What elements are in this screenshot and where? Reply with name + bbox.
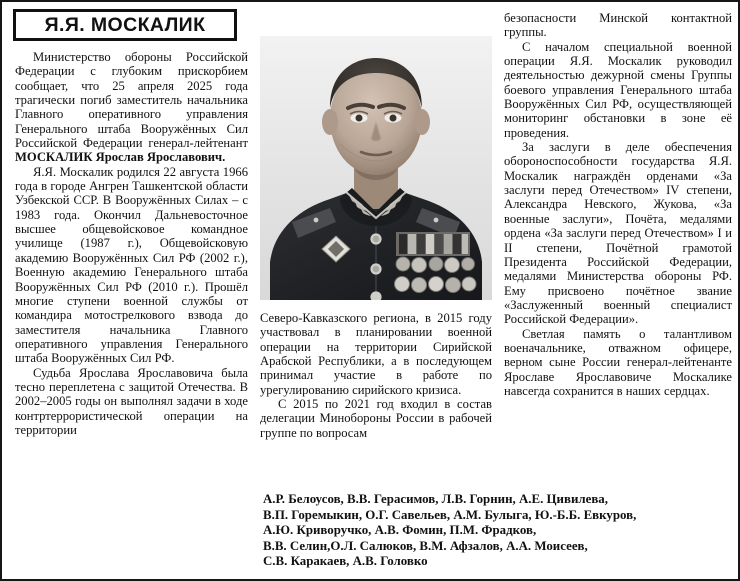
column-right: [504, 11, 732, 398]
paragraph: [504, 40, 732, 140]
signatory-line: А.Ю. Криворучко, А.В. Фомин, П.М. Фрадков,: [263, 523, 537, 538]
portrait-image: [260, 36, 492, 300]
paragraph-text: За заслуги в деле обеспечения обороноспособности государства Я.Я. Москалик награждён орденами «За заслуги перед Отечеством» IV степени, Александра Невского, Жукова, «За военные заслуги», Почёта, медалями ордена «За заслуги перед Отечеством» I и II степени, Почётной грамотой Президента Российской Федерации, медалями Министерства обороны РФ. Ему присвоено почётное звание «Заслуженный военный специалист Российской Федерации».: [504, 140, 732, 327]
paragraph: [260, 311, 492, 397]
signatory-line: С.В. Каракаев, А.В. Головко: [263, 554, 428, 569]
paragraph-text: Я.Я. Москалик родился 22 августа 1966 года в городе Ангрен Ташкентской области Узбекской ССР. В Вооружённых Силах – с 1983 года. Окончил Дальневосточное высшее общевойсковое командное училище (1987 г.), Общевойсковую академию Вооружённых Сил РФ (2002 г.), Военную академию Генерального штаба Вооружённых Сил РФ (2010 г.). Прошёл многие ступени военной службы от командира мотострелкового взвода до заместителя начальника Главного оперативного управления Генерального штаба Вооружённых Сил РФ.: [15, 164, 248, 366]
paragraph-text: Судьба Ярослава Ярославовича была тесно переплетена с защитой Отечества. В 2002–2005 годы он выполнял задачи в ходе контртеррористической операции на территории: [15, 365, 248, 437]
ribbon-bars: [396, 232, 470, 256]
signatory-line: В.П. Горемыкин, О.Г. Савельев, А.М. Булыга, Ю.-Б.Б. Евкуров,: [263, 507, 637, 522]
signatories-block: [263, 492, 733, 570]
signatory-line: В.В. Селин,О.Л. Салюков, В.М. Афзалов, А.А. Моисеев,: [263, 538, 588, 553]
column-middle: [260, 311, 492, 440]
portrait-photo: [260, 36, 492, 300]
paragraph-text: С 2015 по 2021 год входил в состав делегации Минобороны России в рабочей группе по вопросам: [260, 397, 492, 440]
paragraph-text: безопасности Минской контактной группы.: [504, 11, 732, 40]
paragraph: [504, 327, 732, 399]
paragraph: [15, 366, 248, 438]
column-left: [15, 50, 248, 437]
paragraph-text: Министерство обороны Российской Федерации с глубоким прискорбием сообщает, что 25 апреля 2025 года трагически погиб заместитель начальника Главного оперативного управления Генерального штаба Вооружённых Сил Российской Федерации генерал-лейтенант МОСКАЛИК Ярослав Ярославович.: [15, 50, 248, 165]
paragraph: [15, 165, 248, 366]
paragraph: [504, 140, 732, 326]
paragraph-text: Северо-Кавказского региона, в 2015 году участвовал в планировании военной операции на территории Сирийской Арабской Республики, а в последующем принимал участие в работе по урегулированию сирийского кризиса.: [260, 311, 492, 397]
paragraph-text: Светлая память о талантливом военачальнике, отважном офицере, верном сыне России генерал-лейтенанте Ярославе Ярославовиче Москалике навсегда сохранится в наших сердцах.: [504, 326, 732, 398]
paragraph: [15, 50, 248, 165]
paragraph: [260, 397, 492, 440]
page-title: Я.Я. МОСКАЛИК: [44, 13, 206, 36]
paragraph-text: С началом специальной военной операции Я.Я. Москалик руководил деятельностью дежурной смены Группы боевого управления Генерального штаба Вооружённых Сил РФ, осуществляющей мониторинг обстановки в зоне её проведения.: [504, 39, 732, 140]
signatory-line: А.Р. Белоусов, В.В. Герасимов, Л.В. Горнин, А.Е. Цивилева,: [263, 492, 608, 506]
paragraph: [504, 11, 732, 40]
headline-box: [13, 9, 237, 41]
